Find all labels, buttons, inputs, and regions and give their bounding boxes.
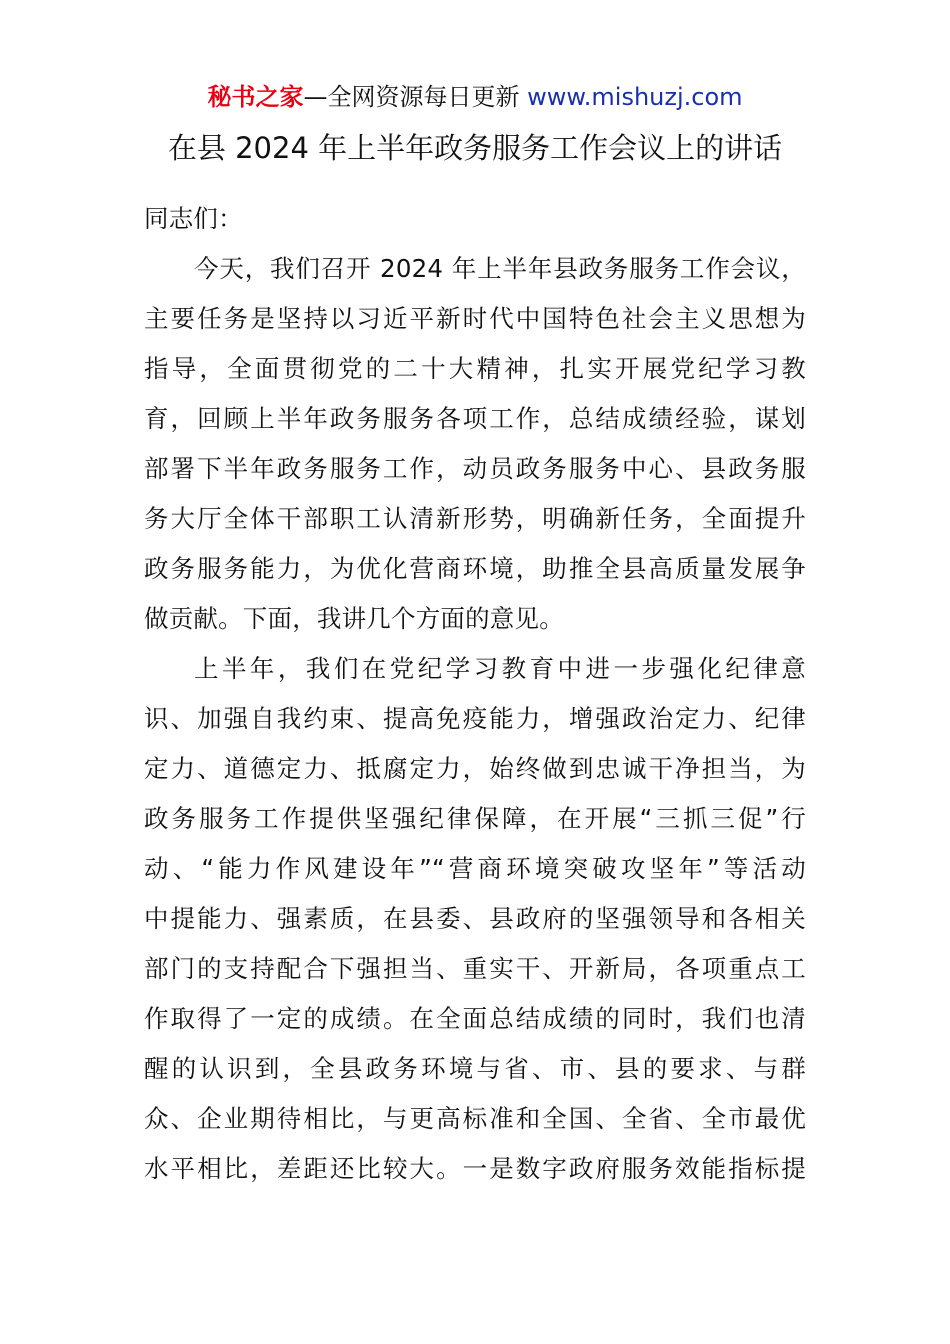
paragraph-line: 指导，全面贯彻党的二十大精神，扎实开展党纪学习教: [144, 354, 806, 383]
paragraph-line: 主要任务是坚持以习近平新时代中国特色社会主义思想为: [144, 304, 806, 333]
paragraph-line: 育，回顾上半年政务服务各项工作，总结成绩经验，谋划: [144, 404, 806, 433]
paragraph-line: 动、“能力作风建设年”“营商环境突破攻坚年”等活动: [144, 854, 806, 883]
paragraph-line: 识、加强自我约束、提高免疫能力，增强政治定力、纪律: [144, 704, 806, 733]
paragraph-review: [144, 644, 806, 1194]
document-title: 在县 2024 年上半年政务服务工作会议上的讲话: [167, 131, 783, 165]
paragraph-line: 醒的认识到，全县政务环境与省、市、县的要求、与群: [144, 1054, 806, 1083]
paragraph-line: 务大厅全体干部职工认清新形势，明确新任务，全面提升: [144, 504, 806, 533]
paragraph-line: 部门的支持配合下强担当、重实干、开新局，各项重点工: [144, 954, 806, 983]
paragraph-line: 上半年，我们在党纪学习教育中进一步强化纪律意: [194, 654, 806, 683]
paragraph-line: 定力、道德定力、抵腐定力，始终做到忠诚干净担当，为: [144, 754, 806, 783]
paragraph-line: 政务服务能力，为优化营商环境，助推全县高质量发展争: [144, 554, 806, 583]
site-tagline: —全网资源每日更新: [303, 83, 528, 111]
paragraph-opening: [144, 244, 806, 644]
paragraph-line: 水平相比，差距还比较大。一是数字政府服务效能指标提: [144, 1154, 806, 1183]
site-brand: 秘书之家: [207, 83, 304, 111]
paragraph-line: 作取得了一定的成绩。在全面总结成绩的同时，我们也清: [144, 1004, 806, 1033]
paragraph-line: 中提能力、强素质，在县委、县政府的坚强领导和各相关: [144, 904, 806, 933]
site-url-link[interactable]: www.mishuzj.com: [527, 83, 743, 111]
document-body: [144, 194, 806, 1194]
salutation: 同志们：: [144, 204, 243, 233]
paragraph-line: 政务服务工作提供坚强纪律保障，在开展“三抓三促”行: [144, 804, 806, 833]
site-header: [0, 82, 950, 112]
paragraph-line: 今天，我们召开 2024 年上半年县政务服务工作会议，: [194, 254, 806, 283]
paragraph-line: 部署下半年政务服务工作，动员政务服务中心、县政务服: [144, 454, 806, 483]
paragraph-line: 做贡献。下面，我讲几个方面的意见。: [144, 604, 564, 633]
paragraph-line: 众、企业期待相比，与更高标准和全国、全省、全市最优: [144, 1104, 806, 1133]
